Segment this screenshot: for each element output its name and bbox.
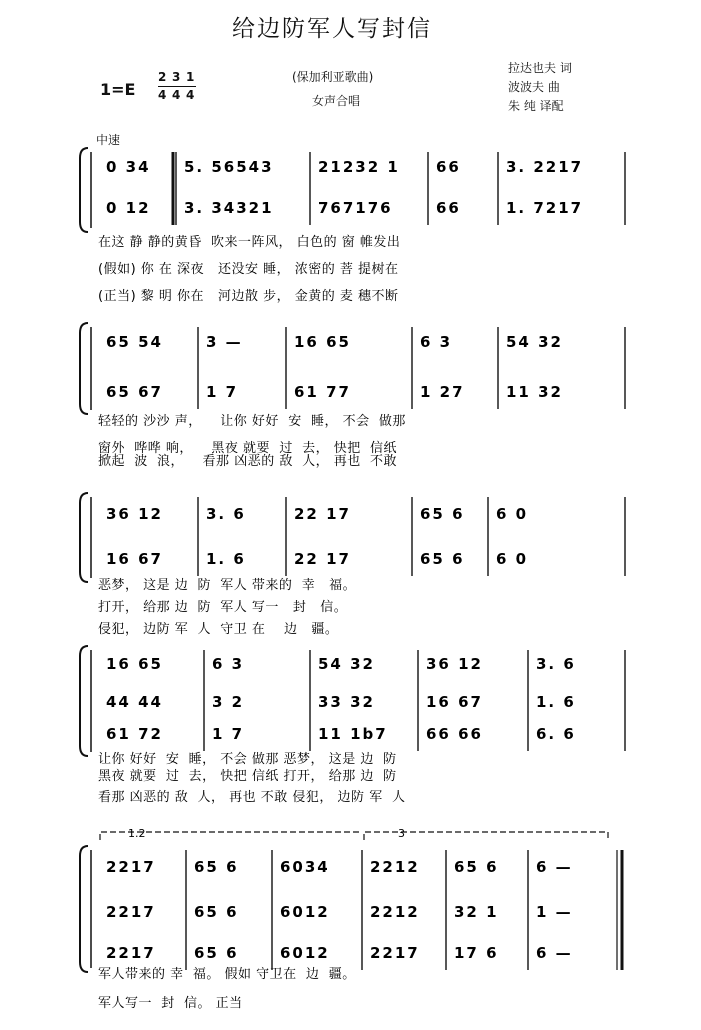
measure-notes: 6 —: [536, 858, 573, 876]
tempo-marking: 中速: [96, 133, 121, 147]
lyric-line: 窗外 哗哗 响， 黑夜 就要 过 去， 快把 信纸: [98, 441, 397, 456]
measure-notes: 54 32: [318, 655, 375, 673]
measure-notes: 61 77: [294, 383, 351, 401]
measure-notes: 5. 56543: [184, 158, 274, 176]
measure-notes: 65 6: [194, 858, 239, 876]
measure-notes: 3. 34321: [184, 199, 274, 217]
time-sig-num-2: 3: [172, 70, 181, 84]
measure-notes: 6 —: [536, 944, 573, 962]
measure-notes: 6012: [280, 944, 330, 962]
lyric-line: 打开， 给那 边 防 军人 写一 封 信。: [98, 600, 348, 615]
lyric-line: 轻轻的 沙沙 声， 让你 好好 安 睡， 不会 做那: [98, 414, 406, 429]
system-brace: [80, 846, 88, 972]
measure-notes: 3 —: [206, 333, 243, 351]
measure-notes: 44 44: [106, 693, 163, 711]
measure-notes: 65 67: [106, 383, 163, 401]
measure-notes: 2217: [106, 858, 156, 876]
measure-notes: 65 6: [194, 944, 239, 962]
lyric-line: 掀起 波 浪， 看那 凶恶的 敌 人， 再也 不敢: [98, 454, 397, 469]
volta-label-2: 3: [398, 827, 405, 840]
measure-notes: 6 3: [212, 655, 245, 673]
measure-notes: 66 66: [426, 725, 483, 743]
measure-notes: 3. 6: [206, 505, 246, 523]
measure-notes: 16 67: [106, 550, 163, 568]
measure-notes: 2217: [106, 944, 156, 962]
composer-credit: 波波夫 曲: [508, 80, 560, 94]
measure-notes: 65 54: [106, 333, 163, 351]
measure-notes: 6034: [280, 858, 330, 876]
measure-notes: 22 17: [294, 505, 351, 523]
lyricist-credit: 拉达也夫 词: [508, 61, 572, 75]
measure-notes: 2212: [370, 858, 420, 876]
translator-credit: 朱 纯 译配: [508, 99, 564, 113]
measure-notes: 65 6: [454, 858, 499, 876]
measure-notes: 17 6: [454, 944, 499, 962]
system-1: [80, 148, 625, 304]
measure-notes: 54 32: [506, 333, 563, 351]
measure-notes: 3. 2217: [506, 158, 584, 176]
lyric-line: 让你 好好 安 睡， 不会 做那 恶梦， 这是 边 防: [98, 752, 397, 767]
performance-type: 女声合唱: [312, 94, 361, 108]
time-sig-den-1: 4: [158, 88, 167, 102]
system-5: [80, 827, 622, 1011]
time-sig-num-3: 1: [186, 70, 195, 84]
measure-notes: 1. 6: [206, 550, 246, 568]
system-brace: [80, 493, 88, 582]
measure-notes: 1 7: [212, 725, 245, 743]
time-sig-den-2: 4: [172, 88, 181, 102]
system-4: [80, 646, 625, 805]
measure-notes: 0 12: [106, 199, 151, 217]
measure-notes: 1 —: [536, 903, 573, 921]
measure-notes: 61 72: [106, 725, 163, 743]
measure-notes: 16 67: [426, 693, 483, 711]
measure-notes: 6 3: [420, 333, 453, 351]
system-brace: [80, 148, 88, 232]
measure-notes: 33 32: [318, 693, 375, 711]
measure-notes: 6 0: [496, 550, 529, 568]
measure-notes: 2212: [370, 903, 420, 921]
lyric-line: (正当) 黎 明 你在 河边散 步， 金黄的 麦 穗不断: [98, 289, 399, 304]
measure-notes: 1. 7217: [506, 199, 584, 217]
lyric-line: 侵犯， 边防 军 人 守卫 在 边 疆。: [98, 622, 339, 637]
measure-notes: 36 12: [106, 505, 163, 523]
lyric-line: 军人带来的 幸 福。 假如 守卫在 边 疆。: [98, 967, 356, 982]
lyric-line: 恶梦， 这是 边 防 军人 带来的 幸 福。: [98, 578, 357, 593]
measure-notes: 16 65: [106, 655, 163, 673]
lyric-line: (假如) 你 在 深夜 还没安 睡， 浓密的 菩 提树在: [98, 262, 399, 277]
measure-notes: 2217: [370, 944, 420, 962]
measure-notes: 6012: [280, 903, 330, 921]
system-2: [80, 323, 625, 469]
measure-notes: 66: [436, 158, 461, 176]
measure-notes: 11 1b7: [318, 725, 388, 743]
measure-notes: 65 6: [420, 550, 465, 568]
measure-notes: 1 27: [420, 383, 465, 401]
measure-notes: 1. 6: [536, 693, 576, 711]
measure-notes: 3. 6: [536, 655, 576, 673]
measure-notes: 22 17: [294, 550, 351, 568]
measure-notes: 767176: [318, 199, 393, 217]
song-title: 给边防军人写封信: [232, 16, 432, 42]
measure-notes: 6. 6: [536, 725, 576, 743]
measure-notes: 2217: [106, 903, 156, 921]
measure-notes: 1 7: [206, 383, 239, 401]
measure-notes: 36 12: [426, 655, 483, 673]
time-sig-den-3: 4: [186, 88, 195, 102]
measure-notes: 21232 1: [318, 158, 400, 176]
volta-label-1: 1.2: [128, 827, 146, 840]
measure-notes: 6 0: [496, 505, 529, 523]
system-3: [80, 493, 625, 637]
measure-notes: 65 6: [194, 903, 239, 921]
system-brace: [80, 646, 88, 756]
time-sig-num-1: 2: [158, 70, 167, 84]
key-signature: 1=E: [100, 80, 136, 99]
measure-notes: 11 32: [506, 383, 563, 401]
measure-notes: 3 2: [212, 693, 245, 711]
measure-notes: 66: [436, 199, 461, 217]
measure-notes: 32 1: [454, 903, 499, 921]
measure-notes: 0 34: [106, 158, 151, 176]
song-origin: (保加利亚歌曲): [292, 70, 374, 84]
lyric-line: 在这 静 静的黄昏 吹来一阵风， 白色的 窗 帷发出: [98, 235, 401, 250]
measure-notes: 65 6: [420, 505, 465, 523]
lyric-line: 看那 凶恶的 敌 人， 再也 不敢 侵犯， 边防 军 人: [98, 790, 406, 805]
system-brace: [80, 323, 88, 414]
measure-notes: 16 65: [294, 333, 351, 351]
lyric-line: 黑夜 就要 过 去， 快把 信纸 打开， 给那 边 防: [98, 769, 397, 784]
lyric-line: 军人写一 封 信。 正当: [98, 996, 243, 1011]
